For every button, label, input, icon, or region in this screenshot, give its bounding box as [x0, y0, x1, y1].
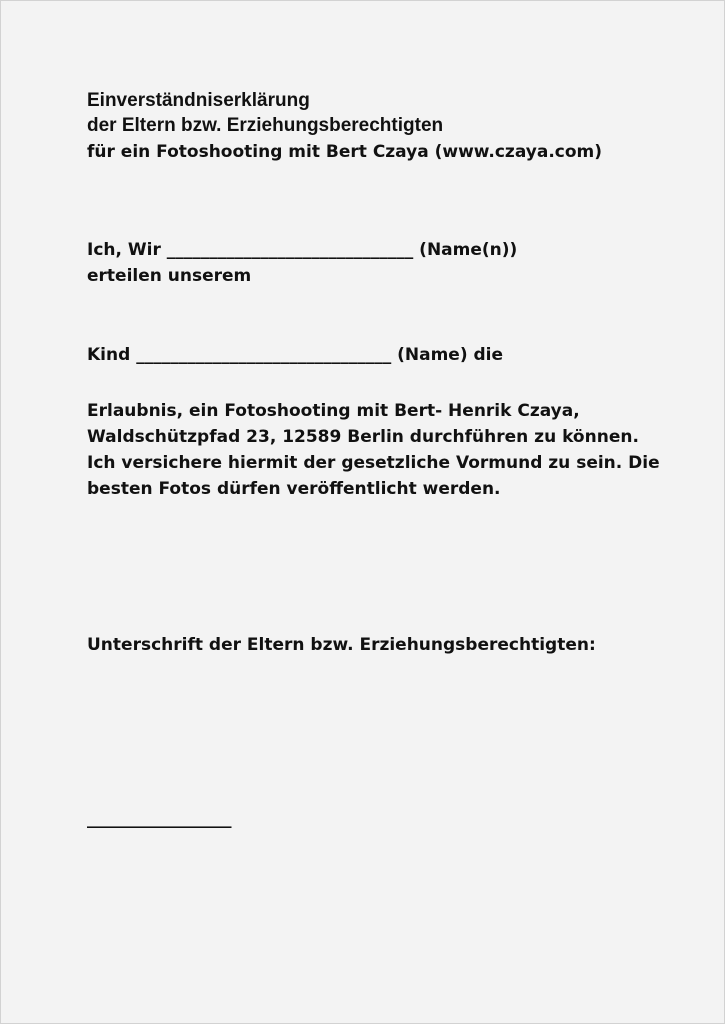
parent-name-field: Ich, Wir _____________________________ (Name(n)) — [87, 240, 518, 260]
consent-text-line-4: besten Fotos dürfen veröffentlicht werden. — [87, 479, 501, 499]
consent-text-line-3: Ich versichere hiermit der gesetzliche Vormund zu sein. Die — [87, 453, 660, 473]
document-title-line-2: der Eltern bzw. Erziehungsberechtigten — [87, 115, 444, 136]
signature-line: _________________ — [87, 809, 232, 829]
document-title: Einverständniserklärung — [87, 90, 310, 111]
consent-text-line-1: Erlaubnis, ein Fotoshooting mit Bert- Henrik Czaya, — [87, 401, 580, 421]
parent-name-continuation: erteilen unserem — [87, 266, 252, 286]
consent-text-line-2: Waldschützpfad 23, 12589 Berlin durchführen zu können. — [87, 427, 639, 447]
child-name-field: Kind ______________________________ (Name) die — [87, 345, 504, 365]
document-subtitle: für ein Fotoshooting mit Bert Czaya (www.czaya.com) — [87, 142, 603, 162]
signature-label: Unterschrift der Eltern bzw. Erziehungsberechtigten: — [87, 635, 596, 655]
